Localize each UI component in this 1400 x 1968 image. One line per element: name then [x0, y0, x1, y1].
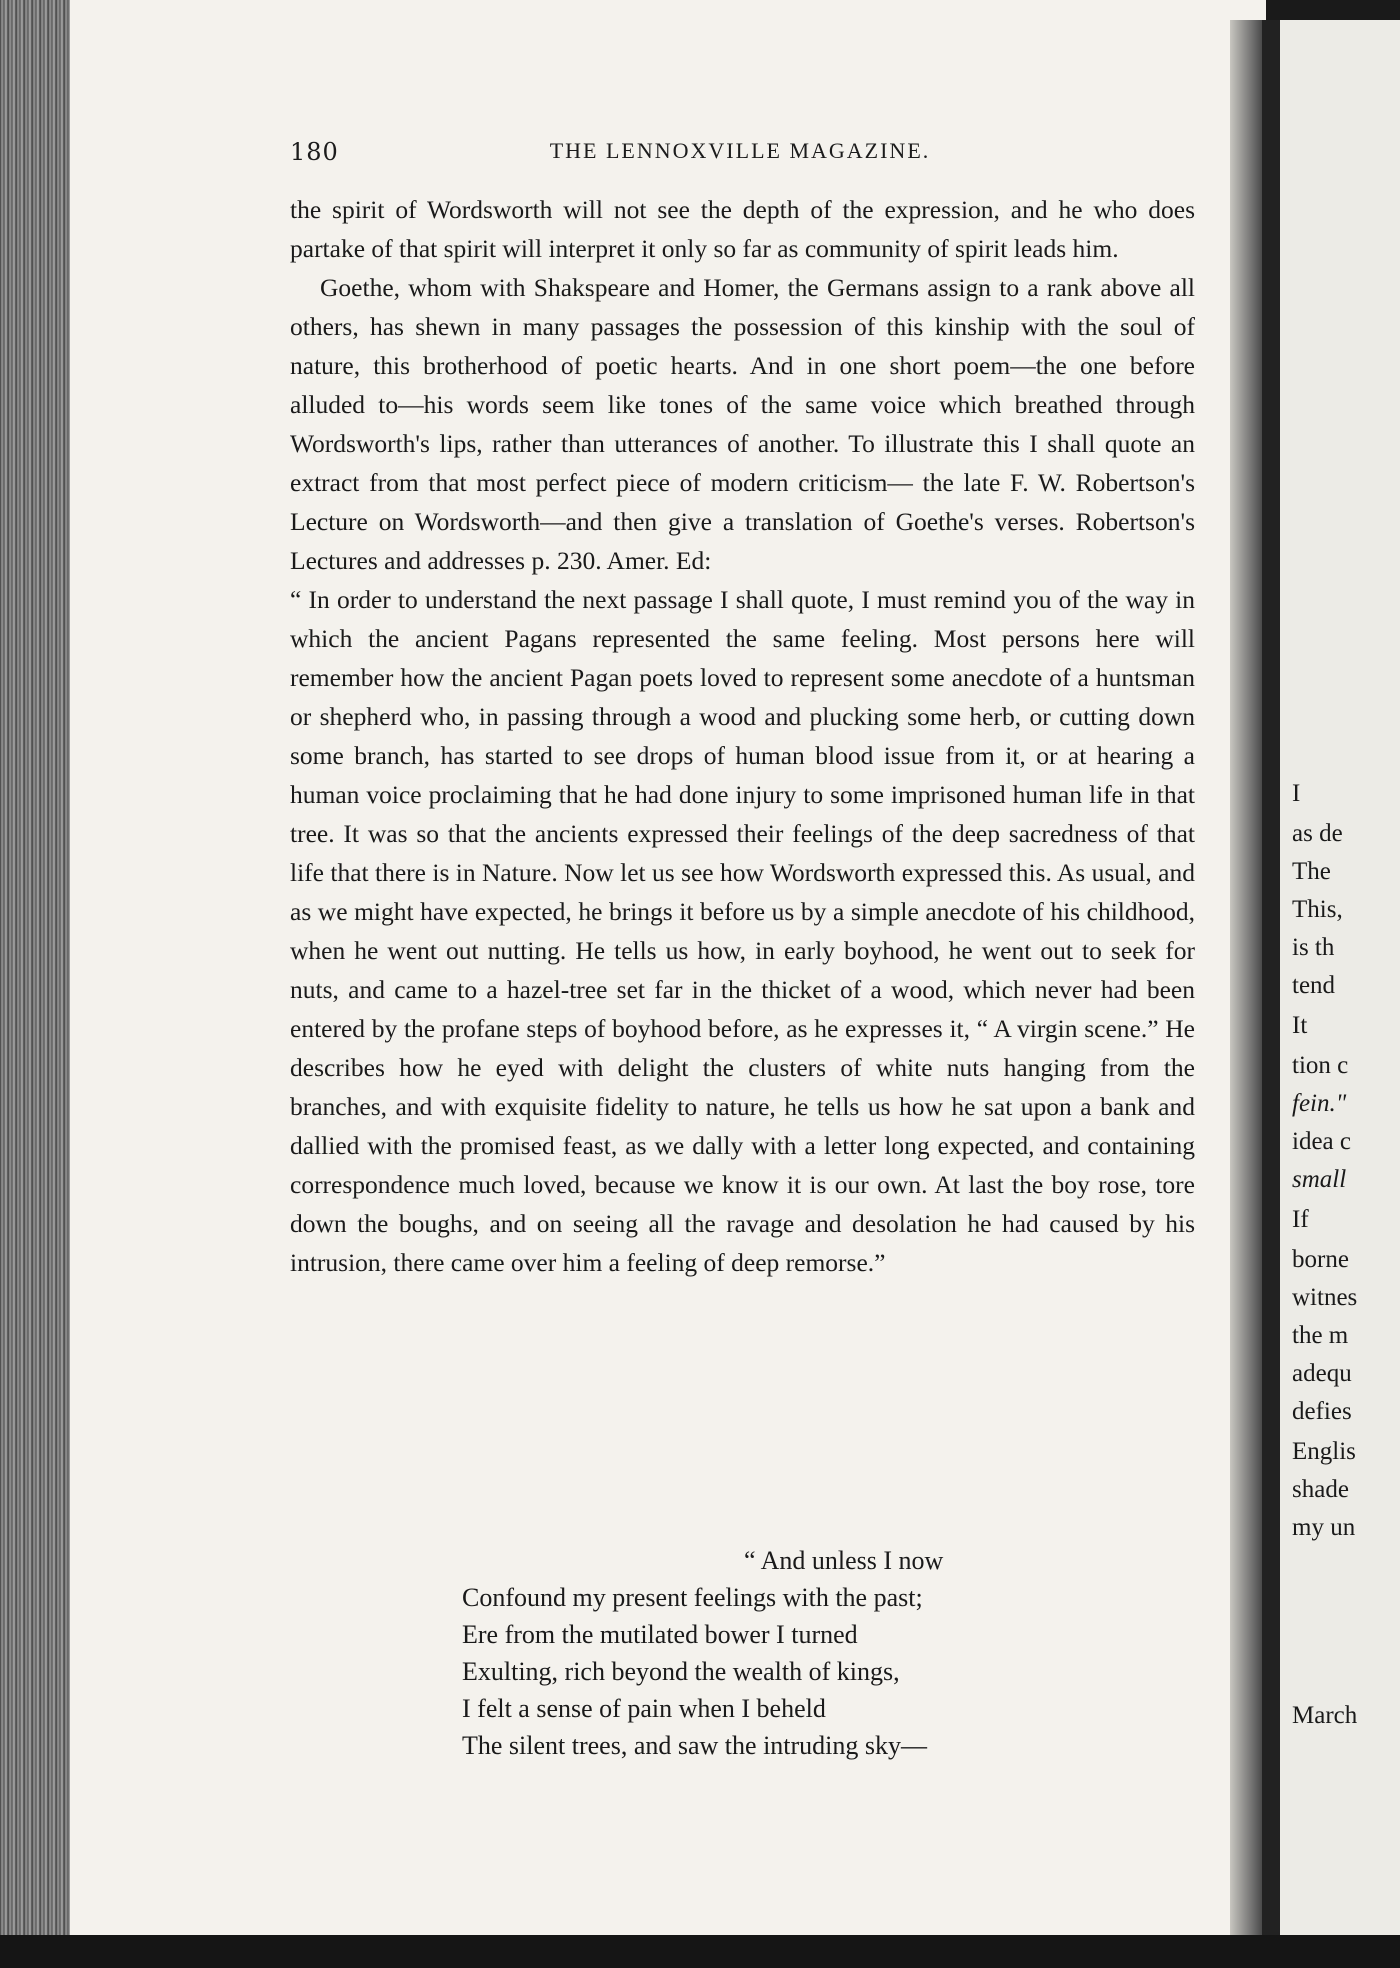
facing-page-fragment: small: [1292, 1166, 1347, 1193]
facing-page-fragment: I: [1292, 780, 1301, 807]
facing-page-fragment: Englis: [1292, 1438, 1356, 1465]
scan-bottom-edge: [0, 1935, 1400, 1968]
paragraph: the spirit of Wordsworth will not see the depth of the expression, and he who does partake of that spirit will interpret it only so far as community of spirit leads him.: [290, 195, 1195, 263]
poem-line: Confound my present feelings with the past;: [462, 1583, 923, 1612]
poem-excerpt: [462, 1542, 1102, 1764]
poem-line: I felt a sense of pain when I beheld: [462, 1694, 826, 1723]
poem-line: Exulting, rich beyond the wealth of kings,: [462, 1657, 900, 1686]
facing-page-fragment: as de: [1292, 820, 1343, 847]
page-number: 180: [290, 138, 339, 166]
facing-page-fragment: my un: [1292, 1514, 1356, 1541]
running-title: THE LENNOXVILLE MAGAZINE.: [549, 138, 931, 163]
facing-page-fragment: fein.": [1292, 1090, 1347, 1117]
facing-page-fragment: The: [1292, 858, 1331, 885]
article-body: [290, 190, 1195, 1282]
facing-page-fragment: the m: [1292, 1322, 1349, 1349]
facing-page-fragment: defies: [1292, 1398, 1352, 1425]
facing-page: [1262, 20, 1400, 1935]
facing-page-fragment: adequ: [1292, 1360, 1352, 1387]
poem-line: “ And unless I now: [744, 1546, 944, 1575]
quoted-paragraph: “ In order to understand the next passage I shall quote, I must remind you of the way in which the ancient Pagans represented the same feeling. Most persons here will remember how the ancient Pagan poets loved to represent some anecdote of a huntsman or shepherd who, in passing through a wood and plucking some herb, or cutting down some branch, has started to see drops of human blood issue from it, or at hearing a human voice proclaiming that he had done injury to some imprisoned human life in that tree. It was so that the ancients expressed their feelings of the deep sacredness of that life that there is in Nature. Now let us see how Wordsworth expressed this. As usual, and as we might have expected, he brings it before us by a simple anecdote of his childhood, when he went out nutting. He tells us how, in early boyhood, he went out to seek for nuts, and came to a hazel-tree set far in the thicket of a wood, which never had been entered by the profane steps of boyhood before, as he expresses it, “ A virgin scene.” He describes how he eyed with delight the clusters of white nuts hanging from the branches, and with exquisite fidelity to nature, he tells us how he sat upon a bank and dallied with the promised feast, as we dally with a letter long expected, and containing correspondence much loved, because we know it is our own. At last the boy rose, tore down the boughs, and on seeing all the ravage and desolation he had caused by his intrusion, there came over him a feeling of deep remorse.”: [290, 585, 1195, 1277]
facing-page-fragment: March: [1292, 1702, 1358, 1729]
book-binding-edge: [0, 0, 80, 1968]
running-header: [290, 138, 1190, 178]
facing-page-fragment: tion c: [1292, 1052, 1349, 1079]
facing-page-fragment: is th: [1292, 934, 1335, 961]
facing-page-fragment: It: [1292, 1012, 1308, 1039]
facing-page-fragment: This,: [1292, 896, 1343, 923]
facing-page-fragment: idea c: [1292, 1128, 1351, 1155]
facing-page-fragment: If: [1292, 1206, 1309, 1233]
facing-page-fragment: witnes: [1292, 1284, 1358, 1311]
facing-page-fragment: tend: [1292, 972, 1336, 999]
poem-line: Ere from the mutilated bower I turned: [462, 1620, 858, 1649]
paragraph: Goethe, whom with Shakspeare and Homer, the Germans assign to a rank above all others, has shewn in many passages the possession of this kinship with the soul of nature, this brotherhood of poetic hearts. And in one short poem—the one before alluded to—his words seem like tones of the same voice which breathed through Wordsworth's lips, rather than utterances of another. To illustrate this I shall quote an extract from that most perfect piece of modern criticism— the late F. W. Robertson's Lecture on Wordsworth—and then give a translation of Goethe's verses. Robertson's Lectures and addresses p. 230. Amer. Ed:: [290, 273, 1195, 575]
facing-page-fragment: shade: [1292, 1476, 1349, 1503]
facing-page-fragment: borne: [1292, 1246, 1349, 1273]
poem-line: The silent trees, and saw the intruding sky—: [462, 1731, 928, 1760]
